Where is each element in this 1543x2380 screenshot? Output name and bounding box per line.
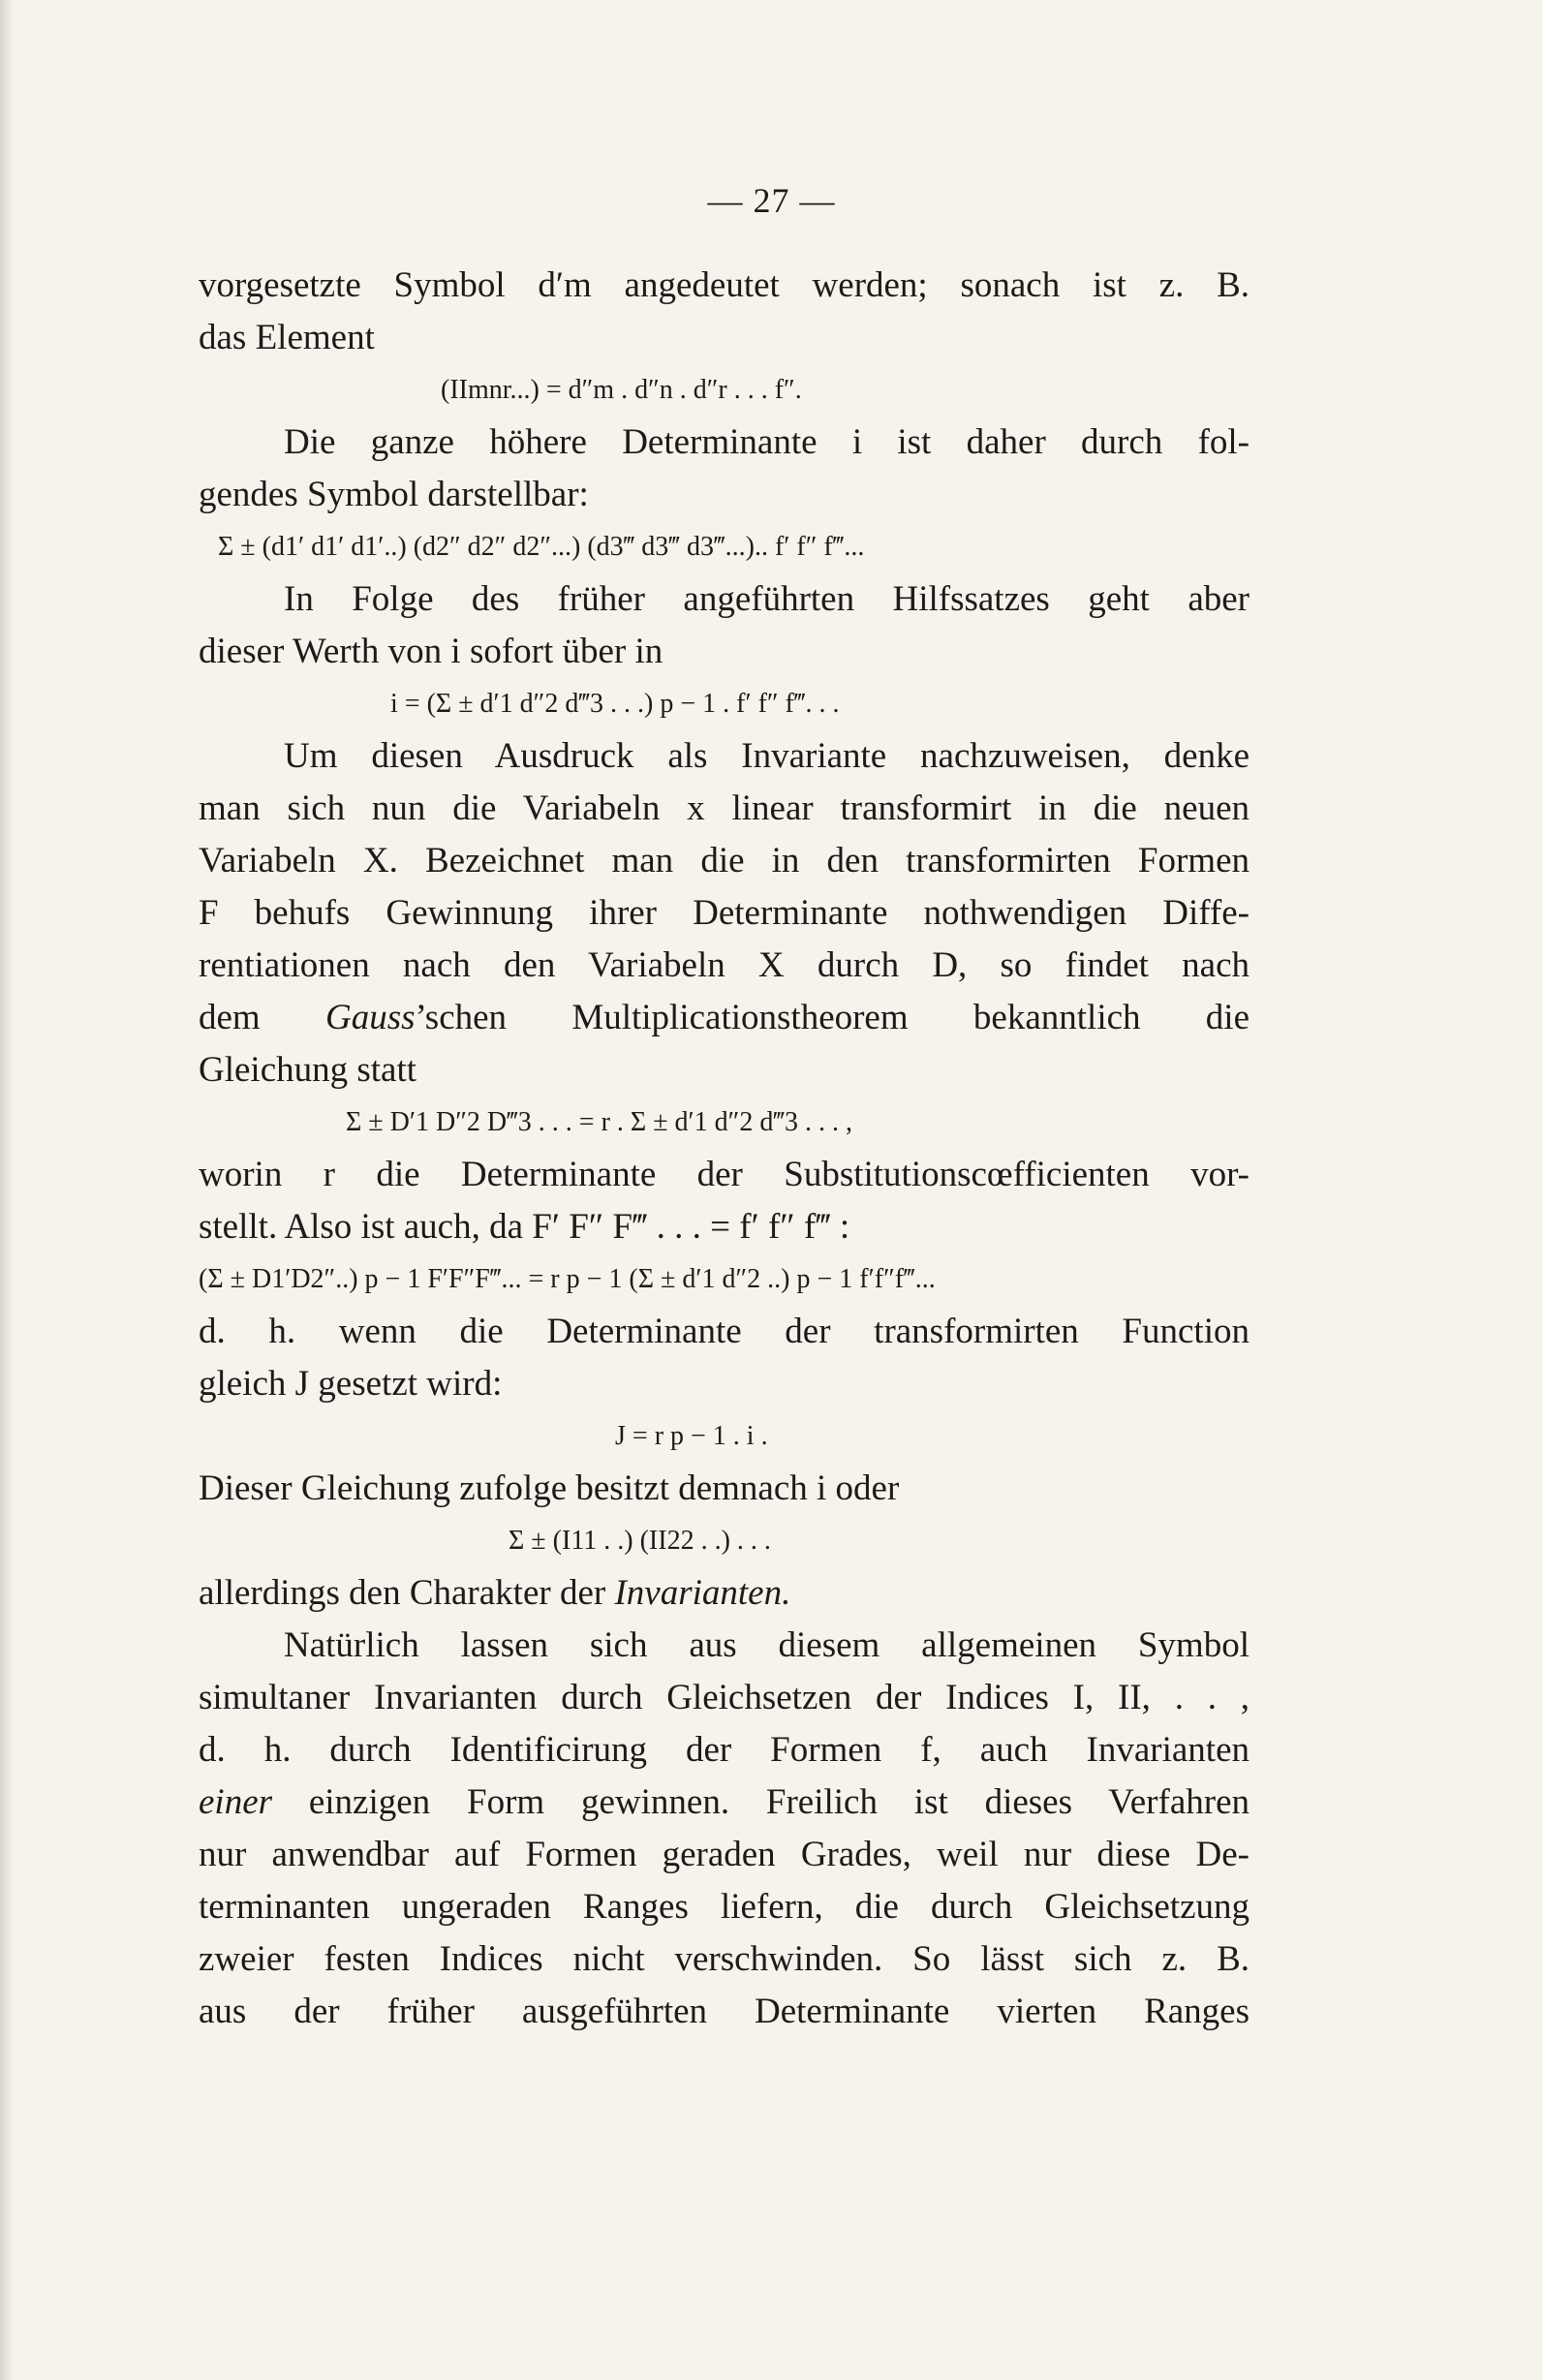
text-line: dieser Werth von i sofort über in xyxy=(199,632,663,671)
text-line: stellt. Also ist auch, da F′ F″ F‴ . . . = f′ f″ f‴ : xyxy=(199,1207,850,1247)
italic-name: Gauss xyxy=(324,998,416,1037)
text-line: Variabeln X. Bezeichnet man die in den transformirten Formen xyxy=(199,841,1250,881)
text-line: F behufs Gewinnung ihrer Determinante nothwendigen Diffe- xyxy=(199,893,1250,933)
text-line: d. h. wenn die Determinante der transformirten Function xyxy=(199,1312,1250,1351)
formula-element: (IImnr...) = d″m . d″n . d″r . . . f″. xyxy=(441,375,802,405)
italic-term: Invarianten. xyxy=(614,1573,791,1613)
text-line: Dieser Gleichung zufolge besitzt demnach i oder xyxy=(199,1468,900,1508)
text-line: In Folge des früher angeführten Hilfssatzes geht aber xyxy=(284,579,1250,619)
text-fragment: ’schen Multiplicationstheorem bekanntlich die xyxy=(415,998,1250,1037)
formula-i: i = (Σ ± d′1 d″2 d‴3 . . .) p − 1 . f′ f″ f‴. . . xyxy=(390,689,840,719)
formula-theorem: Σ ± D′1 D″2 D‴3 . . . = r . Σ ± d′1 d″2 d‴3 . . . , xyxy=(346,1107,853,1137)
text-line: d. h. durch Identificirung der Formen f, auch Invarianten xyxy=(199,1730,1250,1770)
italic-term: einer xyxy=(199,1782,273,1822)
text-line: Die ganze höhere Determinante i ist daher durch fol- xyxy=(284,422,1250,462)
text-line xyxy=(199,1567,1250,1620)
page-edge-shadow xyxy=(0,0,14,2380)
text-line: terminanten ungeraden Ranges liefern, die durch Gleichsetzung xyxy=(199,1887,1250,1927)
text-line: gendes Symbol darstellbar: xyxy=(199,475,589,514)
text-line: gleich J gesetzt wird: xyxy=(199,1364,503,1404)
formula-transform: (Σ ± D1′D2″..) p − 1 F′F″F‴... = r p − 1 (Σ ± d′1 d″2 ..) p − 1 f′f″f‴... xyxy=(199,1264,936,1294)
formula-j: J = r p − 1 . i . xyxy=(615,1421,768,1451)
text-line: vorgesetzte Symbol d′m angedeutet werden; sonach ist z. B. xyxy=(199,265,1250,305)
text-line: rentiationen nach den Variabeln X durch D, so findet nach xyxy=(199,945,1250,985)
text-line: simultaner Invarianten durch Gleichsetzen der Indices I, II, . . , xyxy=(199,1678,1250,1717)
text-line: worin r die Determinante der Substitutionscœfficienten vor- xyxy=(199,1155,1250,1194)
text-line xyxy=(199,992,1250,1044)
text-line: das Element xyxy=(199,318,375,357)
formula-symbol: Σ ± (d1′ d1′ d1′..) (d2″ d2″ d2″...) (d3‴ d3‴ d3‴...).. f′ f″ f‴... xyxy=(218,532,865,562)
text-line: nur anwendbar auf Formen geraden Grades, weil nur diese De- xyxy=(199,1835,1250,1874)
text-line: aus der früher ausgeführten Determinante vierten Ranges xyxy=(199,1992,1250,2031)
text-line: Gleichung statt xyxy=(199,1050,417,1090)
text-line: Um diesen Ausdruck als Invariante nachzuweisen, denke xyxy=(284,736,1250,776)
text-line: man sich nun die Variabeln x linear transformirt in die neuen xyxy=(199,788,1250,828)
text-fragment: einzigen Form gewinnen. Freilich ist dieses Verfahren xyxy=(272,1782,1250,1822)
text-line: Natürlich lassen sich aus diesem allgemeinen Symbol xyxy=(284,1625,1250,1665)
text-fragment: dem xyxy=(199,998,325,1037)
text-line xyxy=(199,1777,1250,1829)
page-number: — 27 — xyxy=(707,181,836,220)
formula-sigma: Σ ± (I11 . .) (II22 . .) . . . xyxy=(509,1526,771,1556)
text-column xyxy=(199,260,1250,2038)
text-fragment: allerdings den Charakter der xyxy=(199,1573,615,1613)
text-line: zweier festen Indices nicht verschwinden. So lässt sich z. B. xyxy=(199,1939,1250,1979)
